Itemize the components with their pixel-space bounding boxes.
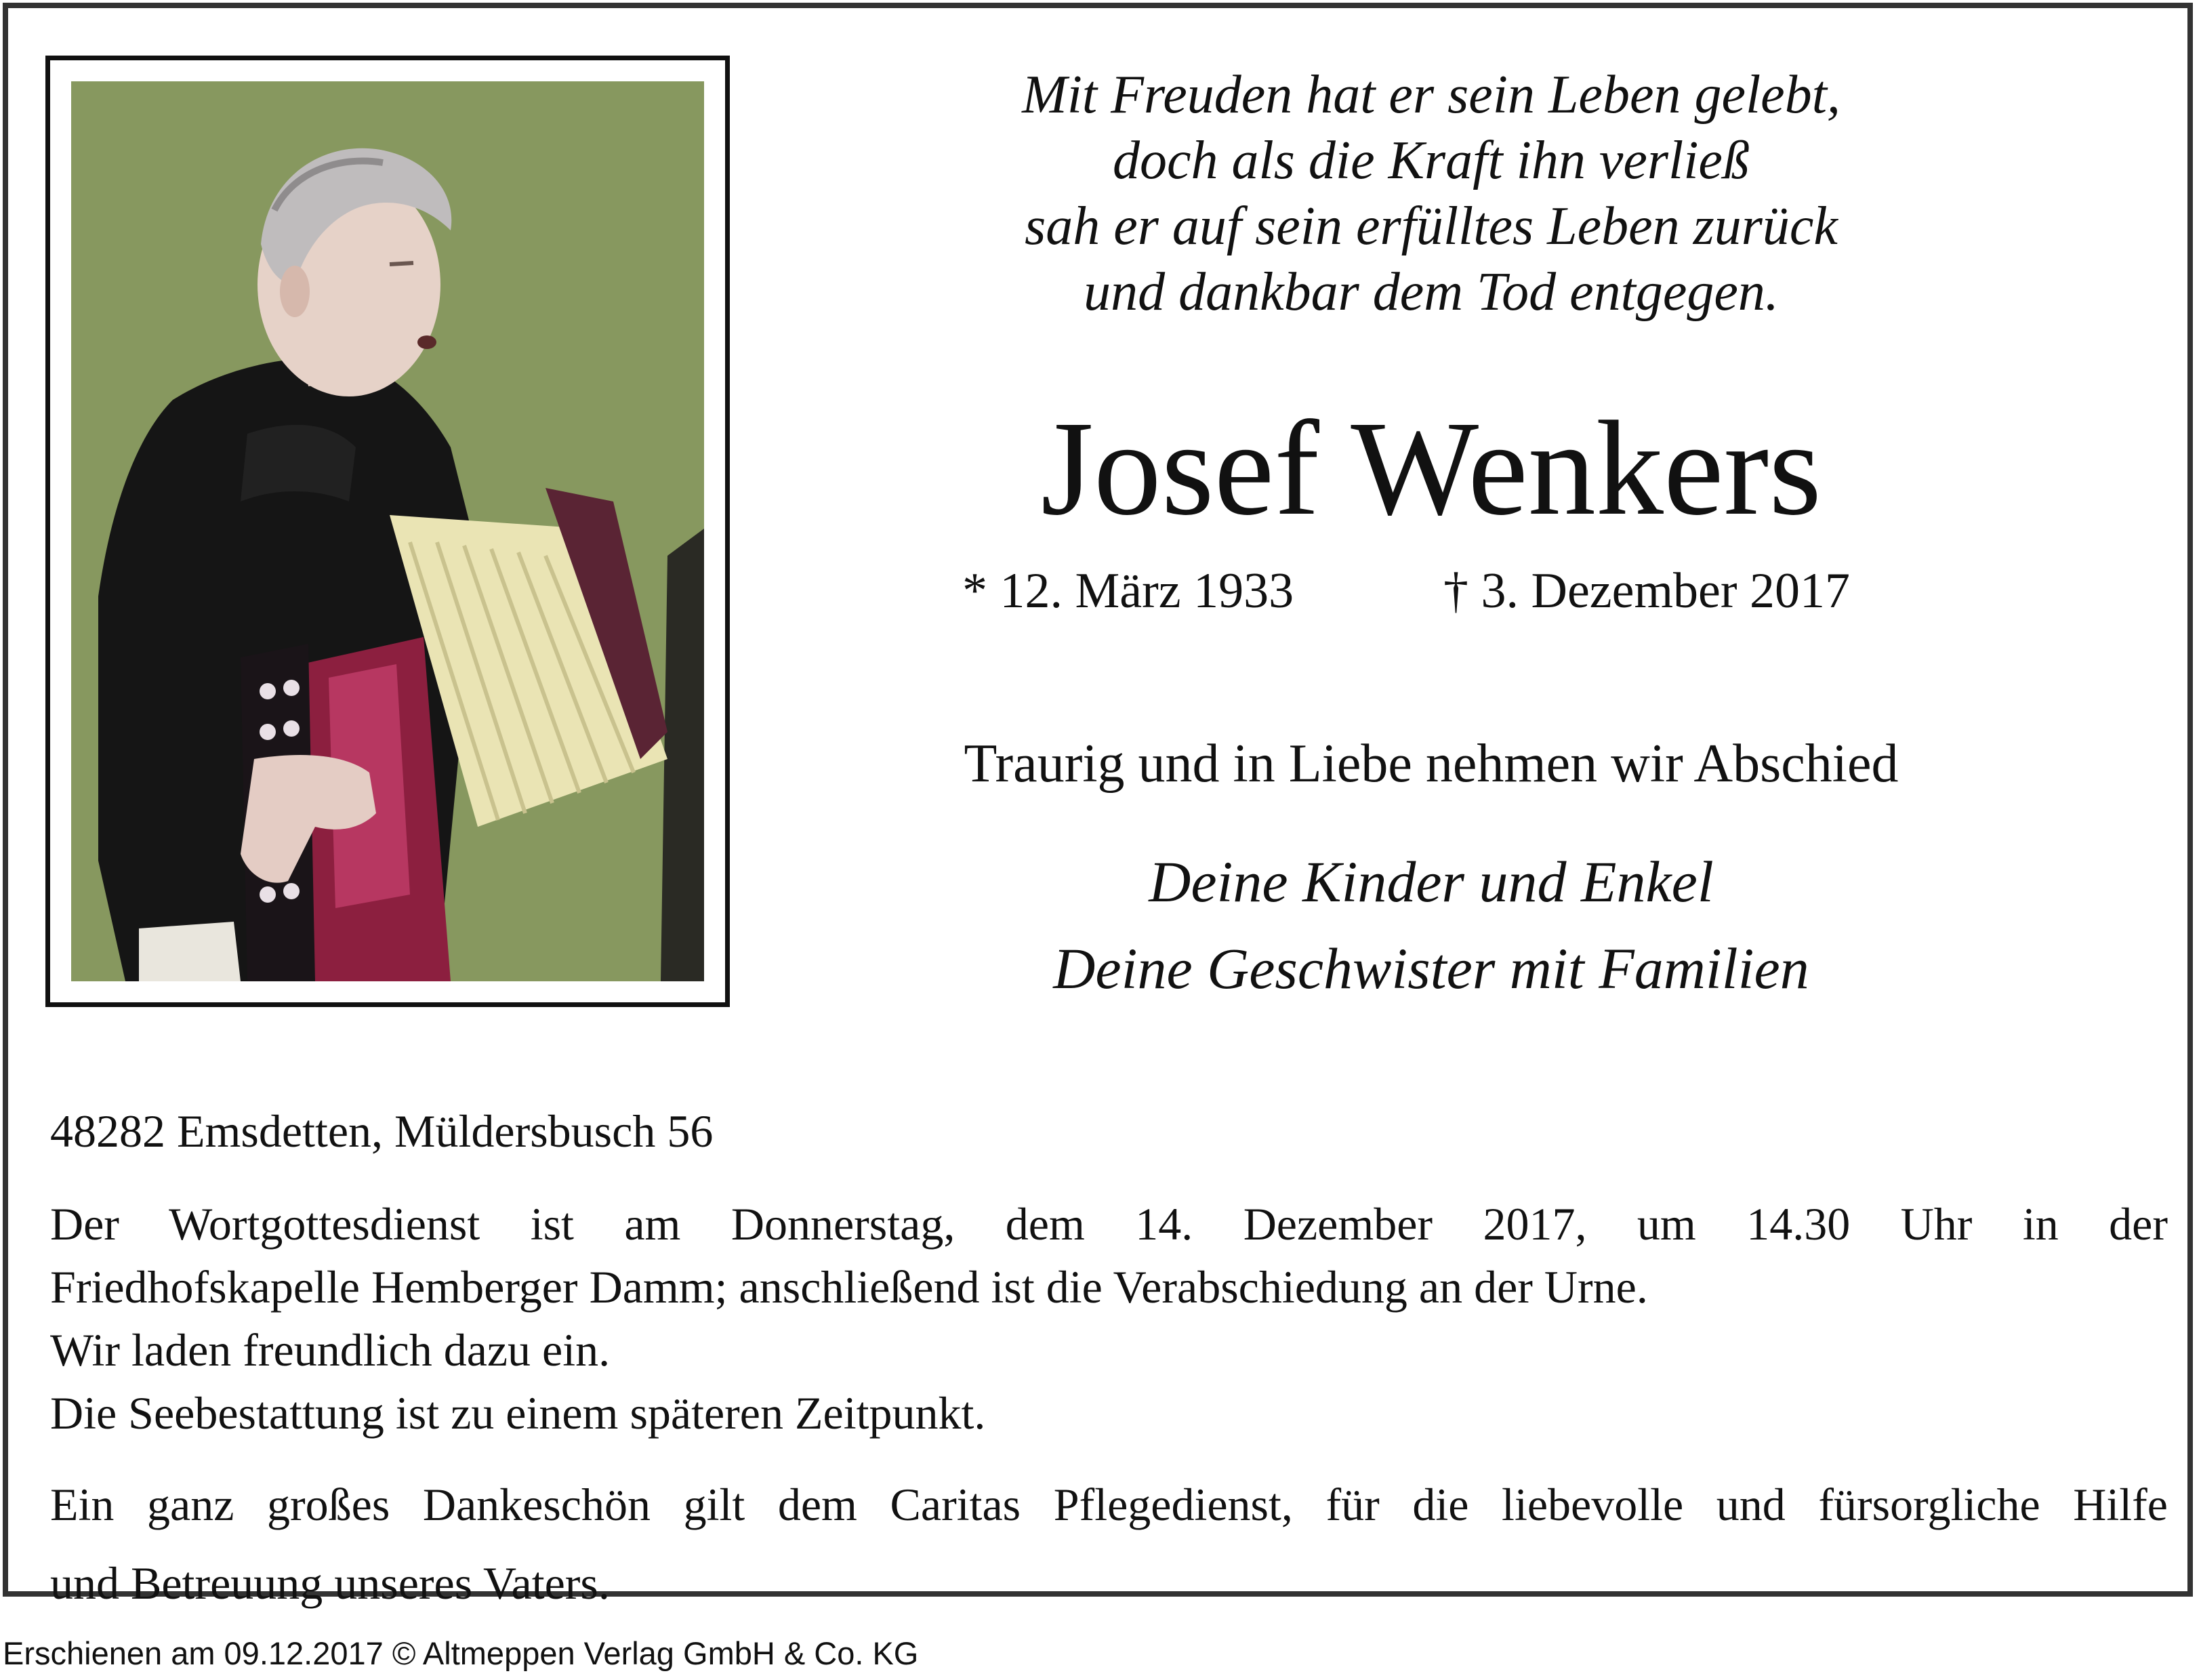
address: 48282 Emsdetten, Müldersbusch 56 (50, 1105, 714, 1157)
mourner-line: Deine Geschwister mit Familien (1053, 936, 1809, 1001)
mourner-line: Deine Kinder und Enkel (1149, 849, 1714, 914)
death-date: † 3. Dezember 2017 (1443, 563, 1851, 619)
verse-line: Mit Freuden hat er sein Leben gelebt, (1022, 65, 1840, 125)
thanks-line: und Betreuung unseres Vaters. (50, 1557, 610, 1609)
service-line: Friedhofskapelle Hemberger Damm; anschließend ist die Verabschiedung an der Urne. (50, 1261, 1648, 1313)
verse-line: und dankbar dem Tod entgegen. (1084, 262, 1779, 322)
deceased-name: Josef Wenkers (1040, 394, 1822, 544)
obituary-notice (3, 3, 2193, 1609)
photo-frame (45, 56, 730, 1007)
verse-line: doch als die Kraft ihn verließ (1113, 131, 1750, 190)
service-line: Der Wortgottesdienst ist am Donnerstag, dem 14. Dezember 2017, um 14.30 Uhr in der (50, 1198, 2168, 1250)
service-line: Die Seebestattung ist zu einem späteren Zeitpunkt. (50, 1387, 986, 1439)
thanks-text (50, 1465, 2168, 1622)
birth-date: * 12. März 1933 (962, 563, 1294, 619)
service-info (50, 1193, 2168, 1445)
publication-footer: Erschienen am 09.12.2017 © Altmeppen Verlag GmbH & Co. KG (3, 1635, 919, 1671)
portrait-photo (71, 81, 704, 981)
verse-line: sah er auf sein erfülltes Leben zurück (1025, 197, 1838, 256)
thanks-line: Ein ganz großes Dankeschön gilt dem Caritas Pflegedienst, für die liebevolle und fürsorgliche Hilfe (50, 1479, 2168, 1530)
farewell-text: Traurig und in Liebe nehmen wir Abschied (964, 734, 1899, 794)
verse (876, 62, 1987, 325)
mourners (876, 838, 1987, 1012)
service-line: Wir laden freundlich dazu ein. (50, 1324, 611, 1376)
